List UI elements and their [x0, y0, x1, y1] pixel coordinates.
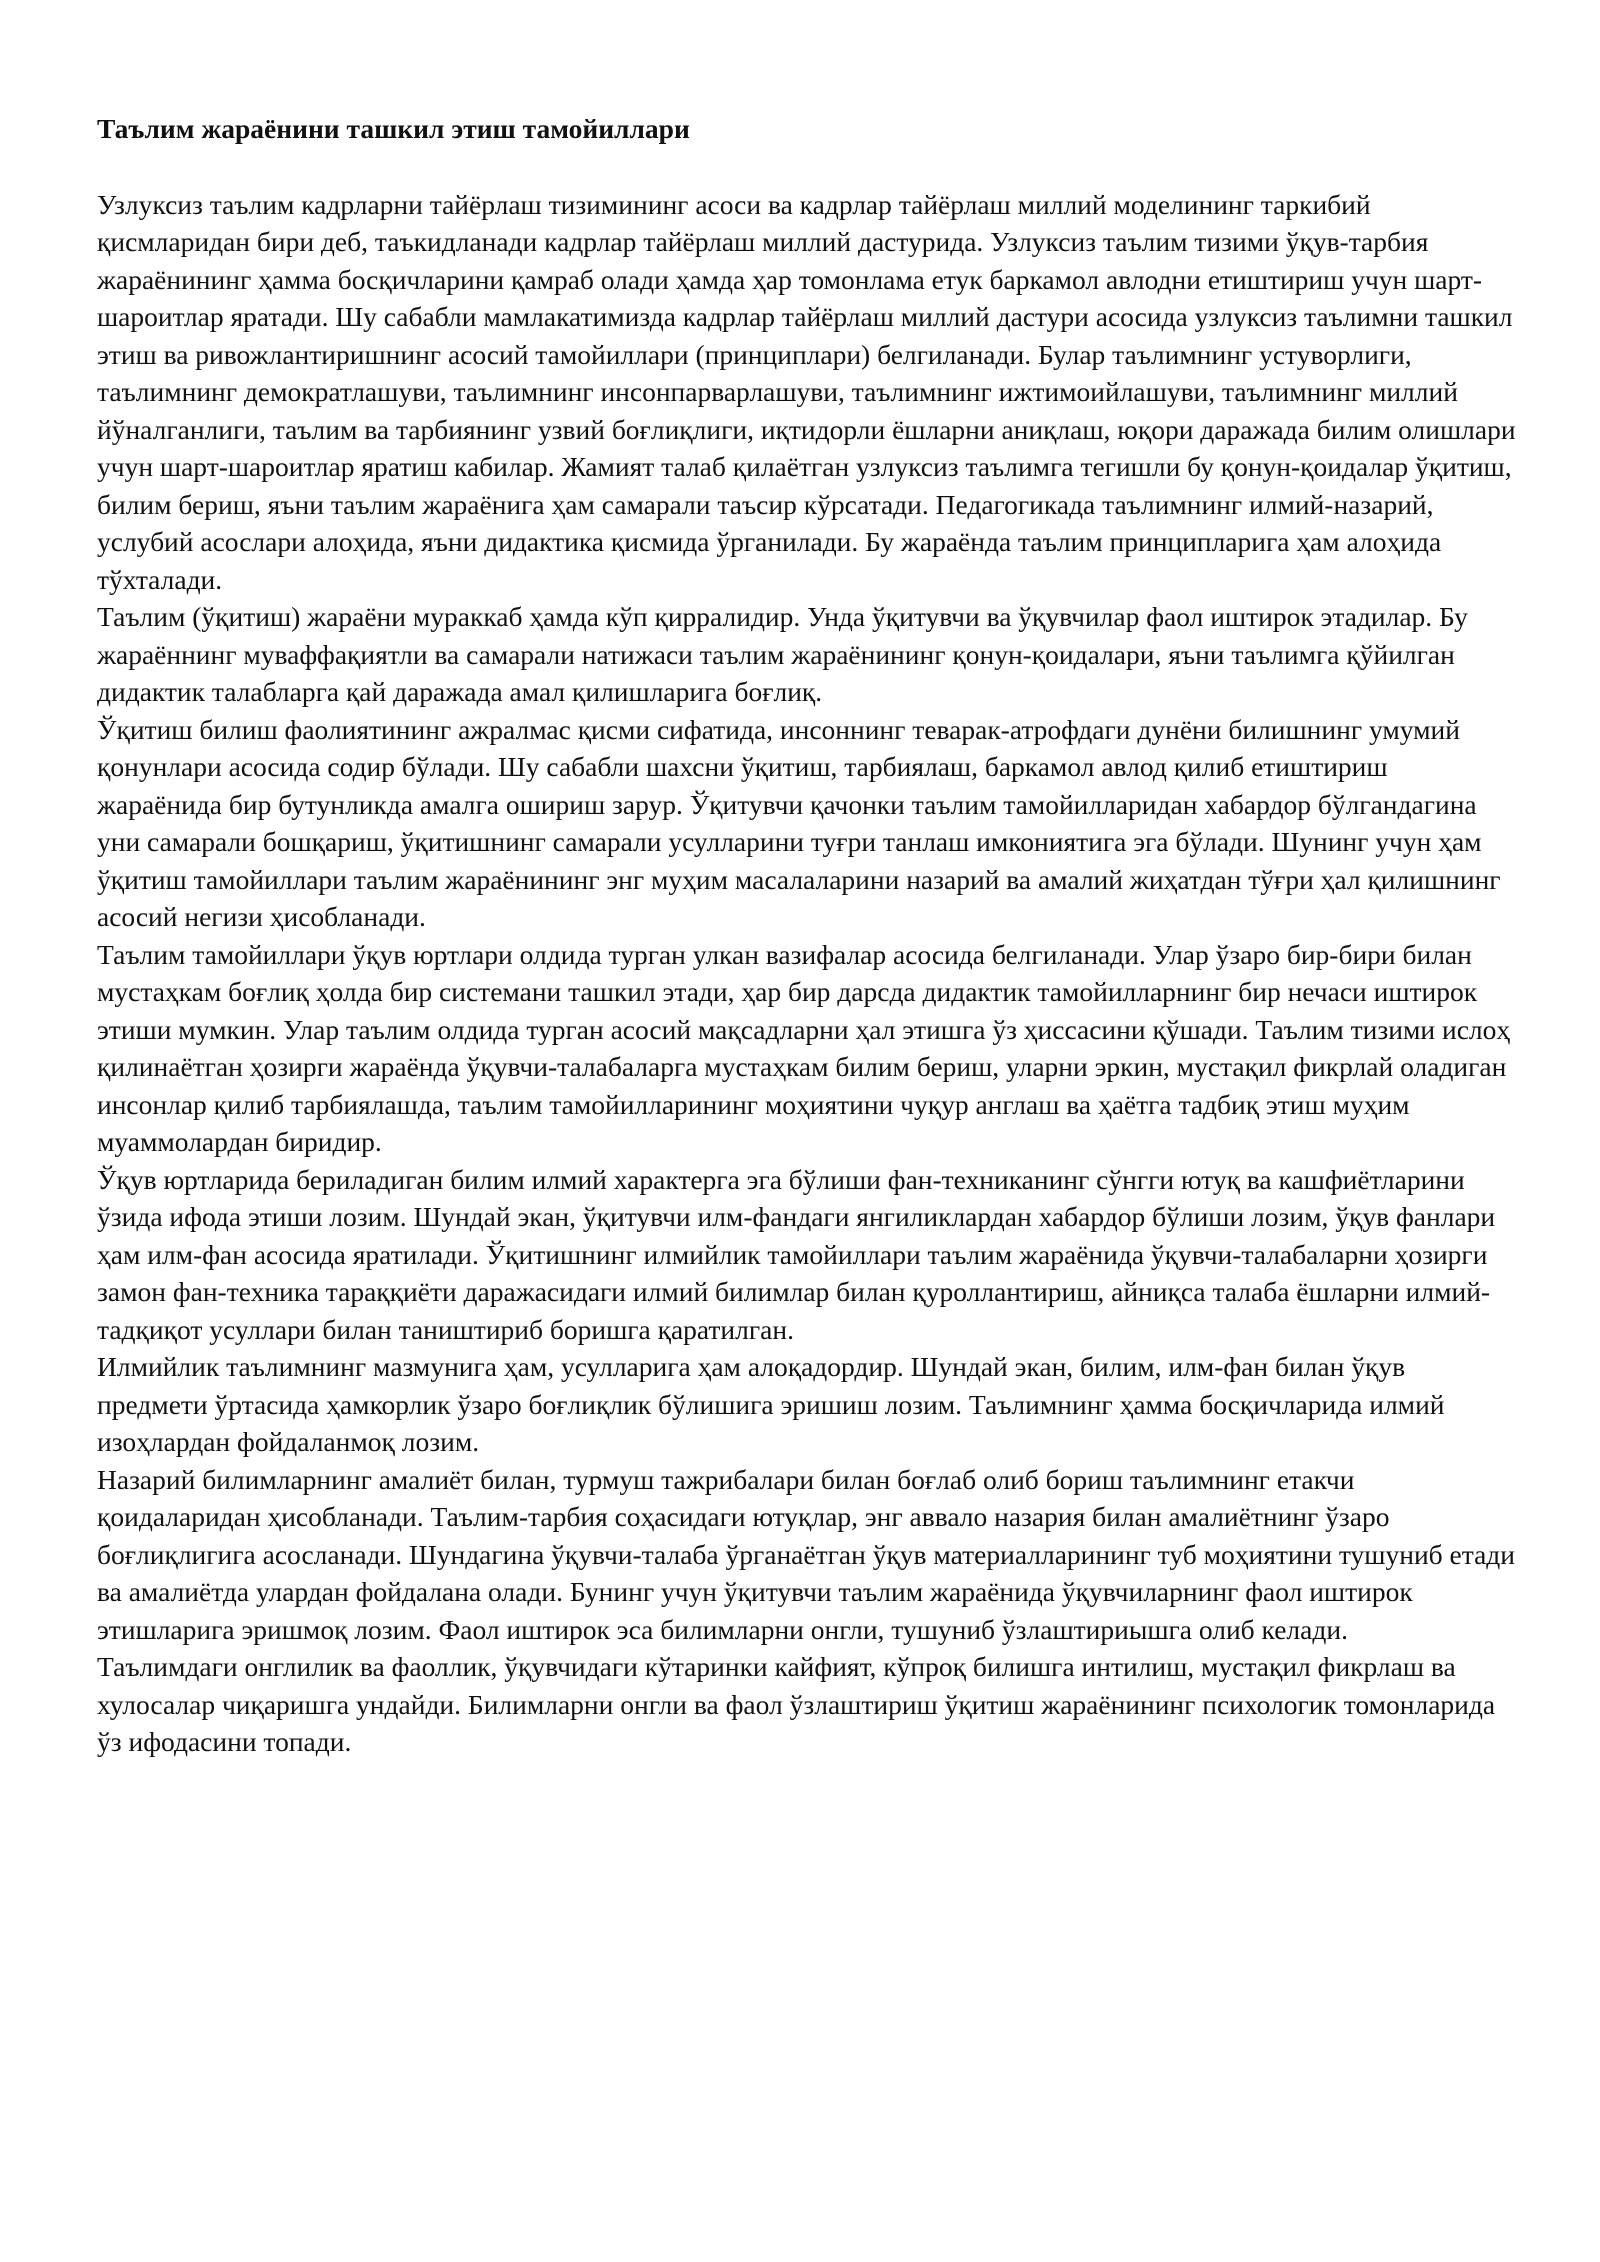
paragraph: Илмийлик таълимнинг мазмунига ҳам, усулларига ҳам алоқадордир. Шундай экан, билим, илм-фан билан ўқув предмети ўртасида ҳамкорлик ўзаро боғлиқлик бўлишига эришиш лозим. Таълимнинг ҳамма босқичларида илмий изоҳлардан фойдаланмоқ лозим.: [97, 1351, 1445, 1457]
paragraph: Ўқитиш билиш фаолиятининг ажралмас қисми сифатида, инсоннинг теварак-атрофдаги дунёни билишнинг умумий қонунлари асосида содир бўлади. Шу сабабли шахсни ўқитиш, тарбиялаш, баркамол авлод қилиб етиштириш жараёнида бир бутунликда амалга ошириш зарур. Ўқитувчи қачонки таълим тамойилларидан хабардор бўлгандагина уни самарали бошқариш, ўқитишнинг самарали усулларини туғри танлаш имкониятига эга бўлади. Шунинг учун ҳам ўқитиш тамойиллари таълим жараёнининг энг муҳим масалаларини назарий ва амалий жиҳатдан тўғри ҳал қилишнинг асосий негизи ҳисобланади.: [97, 713, 1501, 932]
paragraph: Узлуксиз таълим кадрларни тайёрлаш тизимининг асоси ва кадрлар тайёрлаш миллий моделининг таркибий қисмларидан бири деб, таъкидланади кадрлар тайёрлаш миллий дастурида. Узлуксиз таълим тизими ўқув-тарбия жараёнининг ҳамма босқичларини қамраб олади ҳамда ҳар томонлама етук баркамол авлодни етиштириш учун шарт-шароитлар яратади. Шу сабабли мамлакатимизда кадрлар тайёрлаш миллий дастури асосида узлуксиз таълимни ташкил этиш ва ривожлантиришнинг асосий тамойиллари (принциплари) белгиланади. Булар таълимнинг устуворлиги, таълимнинг демократлашуви, таълимнинг инсонпарварлашуви, таълимнинг ижтимоийлашуви, таълимнинг миллий йўналганлиги, таълим ва тарбиянинг узвий боғлиқлиги, иқтидорли ёшларни аниқлаш, юқори даражада билим олишлари учун шарт-шароитлар яратиш кабилар. Жамият талаб қилаётган узлуксиз таълимга тегишли бу қонун-қоидалар ўқитиш, билим бериш, яъни таълим жараёнига ҳам самарали таъсир кўрсатади. Педагогикада таълимнинг илмий-назарий, услубий асослари алоҳида, яъни дидактика қисмида ўрганилади. Бу жараёнда таълим принципларига ҳам алоҳида тўхталади.: [97, 188, 1516, 595]
document-title: Таълим жараёнини ташкил этиш тамойиллари: [97, 113, 690, 144]
paragraph: Ўқув юртларида бериладиган билим илмий характерга эга бўлиши фан-техниканинг сўнгги ютуқ ва кашфиётларини ўзида ифода этиши лозим. Шундай экан, ўқитувчи илм-фандаги янгиликлардан хабардор бўлиши лозим, ўқув фанлари ҳам илм-фан асосида яратилади. Ўқитишнинг илмийлик тамойиллари таълим жараёнида ўқувчи-талабаларни ҳозирги замон фан-техника тараққиёти даражасидаги илмий билимлар билан қуроллантириш, айниқса талаба ёшларни илмий-тадқиқот усуллари билан таништириб боришга қаратилган.: [97, 1163, 1496, 1345]
paragraph: Таълим тамойиллари ўқув юртлари олдида турган улкан вазифалар асосида белгиланади. Улар ўзаро бир-бири билан мустаҳкам боғлиқ ҳолда бир системани ташкил этади, ҳар бир дарсда дидактик тамойилларнинг бир нечаси иштирок этиши мумкин. Улар таълим олдида турган асосий мақсадларни ҳал этишга ўз ҳиссасини қўшади. Таълим тизими ислоҳ қилинаётган ҳозирги жараёнда ўқувчи-талабаларга мустаҳкам билим бериш, уларни эркин, мустақил фикрлай оладиган инсонлар қилиб тарбиялашда, таълим тамойилларининг моҳиятини чуқур англаш ва ҳаётга тадбиқ этиш муҳим муаммолардан биридир.: [97, 938, 1511, 1157]
paragraph: Таълимдаги онглилик ва фаоллик, ўқувчидаги кўтаринки кайфият, кўпроқ билишга интилиш, мустақил фикрлаш ва хулосалар чиқаришга ундайди. Билимларни онгли ва фаол ўзлаштириш ўқитиш жараёнининг психологик томонларида ўз ифодасини топади.: [97, 1651, 1496, 1757]
paragraph: Таълим (ўқитиш) жараёни мураккаб ҳамда кўп қирралидир. Унда ўқитувчи ва ўқувчилар фаол иштирок этадилар. Бу жараённинг муваффақиятли ва самарали натижаси таълим жараёнининг қонун-қоидалари, яъни таълимга қўйилган дидактик талабларга қай даражада амал қилишларига боғлиқ.: [97, 601, 1468, 707]
paragraph: Назарий билимларнинг амалиёт билан, турмуш тажрибалари билан боғлаб олиб бориш таълимнинг етакчи қоидаларидан ҳисобланади. Таълим-тарбия соҳасидаги ютуқлар, энг аввало назария билан амалиётнинг ўзаро боғлиқлигига асосланади. Шундагина ўқувчи-талаба ўрганаётган ўқув материалларининг туб моҳиятини тушуниб етади ва амалиётда улардан фойдалана олади. Бунинг учун ўқитувчи таълим жараёнида ўқувчиларнинг фаол иштирок этишларига эришмоқ лозим. Фаол иштирок эса билимларни онгли, тушуниб ўзлаштириышга олиб келади.: [97, 1463, 1516, 1645]
document-body: [97, 110, 1517, 1761]
